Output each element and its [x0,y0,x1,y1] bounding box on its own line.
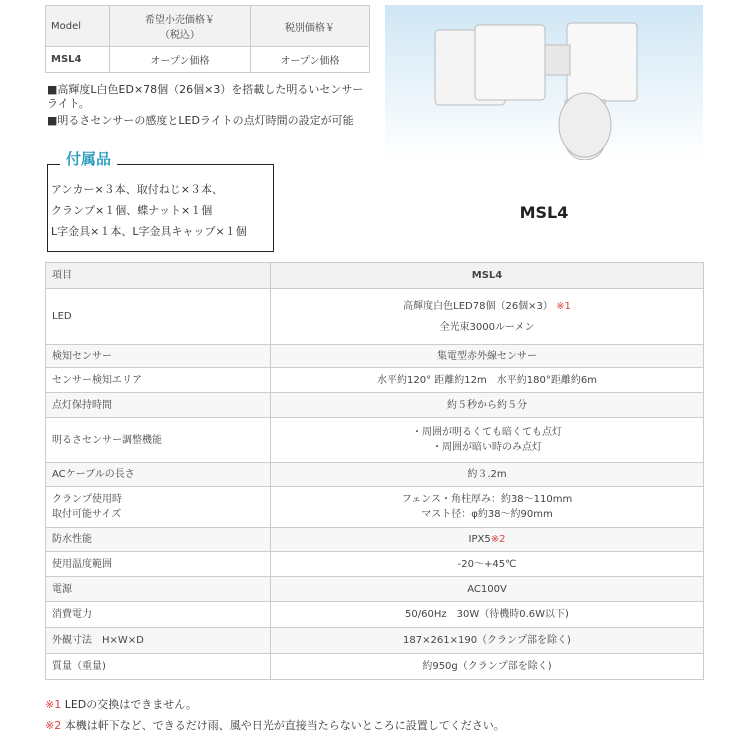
feature-1: ■高輝度L白色ED×78個（26個×3）を搭載した明るいセンサーライト。 [47,83,364,110]
note-text: 本機は軒下など、できるだけ雨、風や日光が直接当たらないところに設置してください。 [61,719,505,732]
price-header-taxfree: 税別価格￥ [250,6,369,47]
spec-value [271,487,704,528]
spec-value [271,528,704,552]
spec-value: 約３.2m [271,463,704,487]
spec-value: 187×261×190（クランプ部を除く) [271,628,704,654]
spec-value [271,289,704,345]
spec-header-model: MSL4 [271,263,704,289]
price-retail: オープン価格 [110,47,251,73]
sensor-light-illustration [385,5,703,160]
spec-header-item: 項目 [46,263,271,289]
note-text: LEDの交換はできません。 [61,698,197,711]
footnote-2 [45,717,505,733]
label-line: 取付可能サイズ [52,509,122,520]
price-table [45,5,370,73]
spec-value: 約950g（クランプ部を除く) [271,654,704,680]
note-mark: ※1 [45,698,62,711]
led-value: 高輝度白色LED78個（26個×3） [403,300,553,312]
value-line: フェンス・角柱厚み：約38～110mm [401,494,573,505]
accessory-line: L字金具×１本、L字金具キャップ×１個 [51,225,247,238]
note-mark: ※2 [45,719,62,732]
spec-label: 明るさセンサー調整機能 [46,418,271,463]
price-taxfree: オープン価格 [250,47,369,73]
label-line: クランプ使用時 [52,494,122,505]
value-line: ・周囲が暗い時のみ点灯 [432,442,542,453]
spec-label: 防水性能 [46,528,271,552]
value-text: IPX5 [468,534,491,545]
spec-value: AC100V [271,577,704,602]
spec-table [45,262,704,680]
spec-label: 使用温度範囲 [46,552,271,577]
spec-label: 質量（重量) [46,654,271,680]
spec-value: 50/60Hz 30W（待機時0.6W以下) [271,602,704,628]
spec-label: LED [46,289,271,345]
product-caption: MSL4 [519,203,569,222]
spec-value [271,418,704,463]
spec-label: 検知センサー [46,345,271,368]
note-mark: ※2 [490,534,506,545]
price-header-retail: 希望小売価格￥ （税込） [110,6,251,47]
feature-2: ■明るさセンサーの感度とLEDライトの点灯時間の設定が可能 [47,114,354,127]
spec-label: 点灯保持時間 [46,393,271,418]
accessories-title: 付属品 [60,148,117,169]
spec-value: -20～+45℃ [271,552,704,577]
accessory-line: クランプ×１個、蝶ナット×１個 [51,204,213,217]
footnote-1 [45,696,197,712]
spec-label: センサー検知エリア [46,368,271,393]
price-model: MSL4 [46,47,110,73]
note-mark: ※1 [556,300,571,312]
spec-value: 約５秒から約５分 [271,393,704,418]
spec-label: 外観寸法 H×W×D [46,628,271,654]
accessories-box [47,164,274,252]
spec-label: 消費電力 [46,602,271,628]
spec-label: ACケーブルの長さ [46,463,271,487]
spec-value: 水平約120° 距離約12m 水平約180°距離約6m [271,368,704,393]
price-header-model: Model [46,6,110,47]
value-line: ・周囲が明るくても暗くても点灯 [412,427,562,438]
spec-value: 集電型赤外線センサー [271,345,704,368]
spec-label: 電源 [46,577,271,602]
value-line: マスト径：φ約38～約90mm [421,509,553,520]
product-image [385,5,703,160]
spec-label [46,487,271,528]
accessory-line: アンカー×３本、取付ねじ×３本、 [51,183,223,196]
led-value-2: 全光束3000ルーメン [439,321,535,333]
